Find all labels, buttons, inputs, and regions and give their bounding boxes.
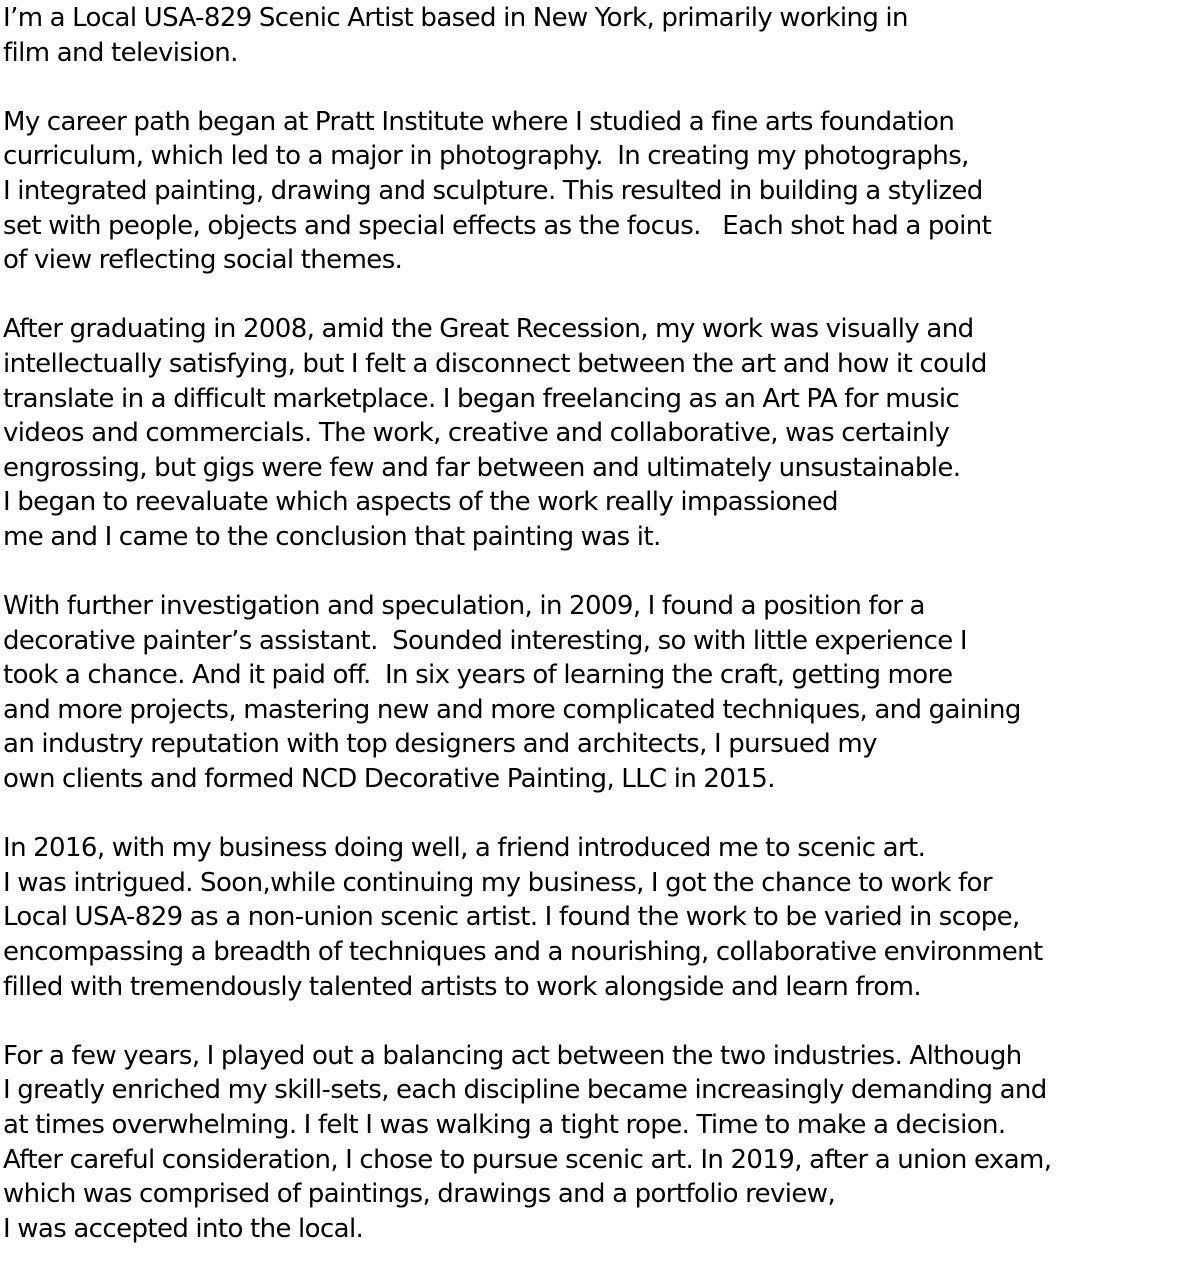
text-line: of view reflecting social themes. [3,245,403,276]
text-line: encompassing a breadth of techniques and a nourishing, collaborative environment [3,937,1043,968]
text-line: at times overwhelming. I felt I was walking a tight rope. Time to make a decision. [3,1110,1006,1140]
text-line: I’m a Local USA-829 Scenic Artist based in New York, primarily working in [3,3,908,33]
text-line: curriculum, which led to a major in photography. In creating my photographs, [3,141,969,172]
text-line: an industry reputation with top designers and architects, I pursued my [3,729,877,760]
text-line: filled with tremendously talented artists to work alongside and learn from. [3,971,922,1002]
text-line: With further investigation and speculation, in 2009, I found a position for a [3,591,925,622]
text-line: took a chance. And it paid off. In six years of learning the craft, getting more [3,660,953,691]
text-line: intellectually satisfying, but I felt a disconnect between the art and how it could [3,348,987,379]
text-line: translate in a difficult marketplace. I began freelancing as an Art PA for music [3,383,960,414]
text-line: I integrated painting, drawing and sculpture. This resulted in building a stylized [3,175,983,206]
text-line: I began to reevaluate which aspects of the work really impassioned [3,487,838,518]
text-line: me and I came to the conclusion that painting was it. [3,521,661,552]
paragraph-scenic-art-intro [3,831,1193,1004]
text-line: For a few years, I played out a balancing act between the two industries. Although [3,1040,1022,1071]
paragraph-union-decision [3,1039,1193,1247]
text-line: film and television. [3,37,238,68]
text-line: set with people, objects and special effects as the focus. Each shot had a point [3,210,992,241]
text-line: After graduating in 2008, amid the Great Recession, my work was visually and [3,314,974,345]
bio-document [3,1,1193,1281]
paragraph-intro [3,1,1193,70]
text-line: I was intrigued. Soon,while continuing my business, I got the chance to work for [3,867,992,898]
paragraph-education [3,105,1193,278]
text-line: My career path began at Pratt Institute where I studied a fine arts foundation [3,106,955,137]
paragraph-decorative-painting [3,589,1193,797]
text-line: Local USA-829 as a non-union scenic artist. I found the work to be varied in scope, [3,902,1020,933]
text-line: In 2016, with my business doing well, a friend introduced me to scenic art. [3,833,926,864]
text-line: which was comprised of paintings, drawings and a portfolio review, [3,1179,836,1210]
text-line: videos and commercials. The work, creative and collaborative, was certainly [3,418,950,449]
text-line: and more projects, mastering new and more complicated techniques, and gaining [3,694,1021,725]
text-line: I was accepted into the local. [3,1213,364,1244]
text-line: decorative painter’s assistant. Sounded interesting, so with little experience I [3,625,967,656]
text-line: own clients and formed NCD Decorative Painting, LLC in 2015. [3,764,775,795]
text-line: After careful consideration, I chose to pursue scenic art. In 2019, after a union exam, [3,1144,1052,1175]
paragraph-graduation [3,312,1193,554]
text-line: I greatly enriched my skill-sets, each discipline became increasingly demanding and [3,1075,1047,1106]
text-line: engrossing, but gigs were few and far between and ultimately unsustainable. [3,452,961,483]
